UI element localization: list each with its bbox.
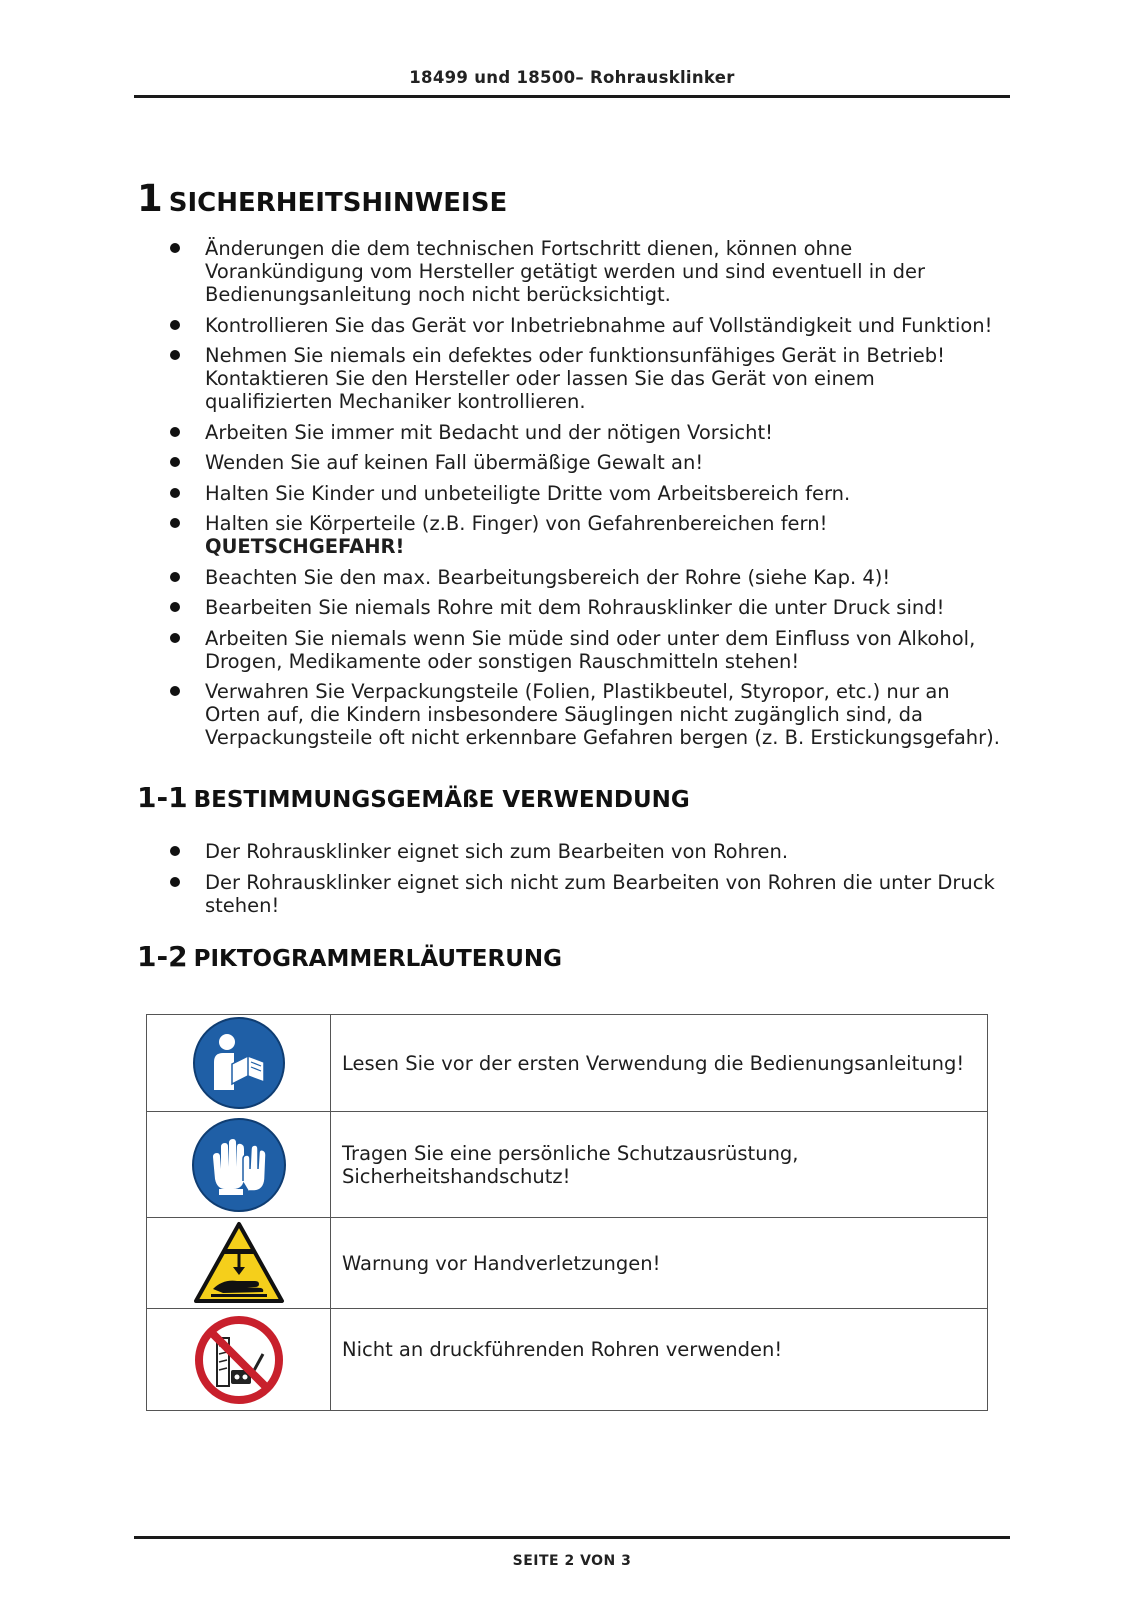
list-item: Der Rohrausklinker eignet sich nicht zum Bearbeiten von Rohren die unter Druck stehen! bbox=[0, 871, 1005, 917]
bullet-icon bbox=[170, 686, 180, 696]
list-item: Änderungen die dem technischen Fortschritt dienen, können ohne Vorankündigung vom Hersteller getätigt werden und sind eventuell in der Bedienungsanleitung noch nicht berücksichtigt. bbox=[0, 237, 1005, 306]
list-item: Wenden Sie auf keinen Fall übermäßige Gewalt an! bbox=[0, 451, 1005, 474]
bullet-icon bbox=[170, 427, 180, 437]
list-item: Bearbeiten Sie niemals Rohre mit dem Rohrausklinker die unter Druck sind! bbox=[0, 596, 1005, 619]
table-row bbox=[147, 1309, 988, 1411]
intended-use-list bbox=[0, 840, 1005, 924]
section-1-number: 1 bbox=[137, 177, 163, 220]
section-1-2-title: PIKTOGRAMMERLÄUTERUNG bbox=[193, 946, 562, 972]
bullet-icon bbox=[170, 518, 180, 528]
pictogram-cell bbox=[147, 1015, 331, 1112]
bullet-icon bbox=[170, 320, 180, 330]
table-row bbox=[147, 1015, 988, 1112]
bullet-icon bbox=[170, 877, 180, 887]
header-rule bbox=[134, 95, 1010, 98]
section-1-2-heading bbox=[137, 940, 562, 973]
document-header-title: 18499 und 18500– Rohrausklinker bbox=[409, 68, 735, 87]
read-manual-icon bbox=[192, 1016, 286, 1110]
list-item: Arbeiten Sie immer mit Bedacht und der nötigen Vorsicht! bbox=[0, 421, 1005, 444]
safety-notes-list bbox=[0, 237, 1005, 757]
pictogram-cell bbox=[147, 1309, 331, 1411]
bullet-icon bbox=[170, 602, 180, 612]
bullet-icon bbox=[170, 572, 180, 582]
bullet-icon bbox=[170, 243, 180, 253]
bullet-icon bbox=[170, 350, 180, 360]
hand-injury-warning-icon bbox=[193, 1221, 285, 1305]
table-row bbox=[147, 1112, 988, 1218]
bullet-icon bbox=[170, 457, 180, 467]
list-item: Halten Sie Kinder und unbeteiligte Dritte vom Arbeitsbereich fern. bbox=[0, 482, 1005, 505]
section-1-1-title: BESTIMMUNGSGEMÄßE VERWENDUNG bbox=[193, 787, 690, 813]
no-pressurized-pipes-icon bbox=[193, 1314, 285, 1406]
bullet-icon bbox=[170, 846, 180, 856]
crush-hazard-warning: QUETSCHGEFAHR! bbox=[205, 535, 405, 558]
section-1-1-heading bbox=[137, 781, 690, 814]
bullet-icon bbox=[170, 633, 180, 643]
pictogram-table bbox=[146, 1014, 988, 1411]
list-item: Beachten Sie den max. Bearbeitungsbereich der Rohre (siehe Kap. 4)! bbox=[0, 566, 1005, 589]
list-item: Kontrollieren Sie das Gerät vor Inbetriebnahme auf Vollständigkeit und Funktion! bbox=[0, 314, 1005, 337]
pictogram-description: Lesen Sie vor der ersten Verwendung die Bedienungsanleitung! bbox=[331, 1015, 988, 1112]
section-1-2-number: 1-2 bbox=[137, 940, 188, 973]
wear-gloves-icon bbox=[191, 1117, 287, 1213]
pictogram-description: Nicht an druckführenden Rohren verwenden! bbox=[331, 1309, 988, 1411]
bullet-icon bbox=[170, 488, 180, 498]
section-1-title: SICHERHEITSHINWEISE bbox=[168, 188, 508, 218]
pictogram-description: Warnung vor Handverletzungen! bbox=[331, 1218, 988, 1309]
page-number: SEITE 2 VON 3 bbox=[512, 1553, 632, 1569]
pictogram-cell bbox=[147, 1218, 331, 1309]
list-item: Verwahren Sie Verpackungsteile (Folien, Plastikbeutel, Styropor, etc.) nur an Orten auf, die Kindern insbesondere Säuglingen nicht zugänglich sind, da Verpackungsteile oft nicht erkennbare Gefahren bergen (z. B. Erstickungsgefahr). bbox=[0, 680, 1005, 749]
list-item: Nehmen Sie niemals ein defektes oder funktionsunfähiges Gerät in Betrieb! Kontaktieren Sie den Hersteller oder lassen Sie das Gerät von einem qualifizierten Mechaniker kontrollieren. bbox=[0, 344, 1005, 413]
list-item: Halten sie Körperteile (z.B. Finger) von Gefahrenbereichen fern! QUETSCHGEFAHR! bbox=[0, 512, 1005, 558]
section-1-heading bbox=[137, 177, 507, 220]
section-1-1-number: 1-1 bbox=[137, 781, 188, 814]
pictogram-cell bbox=[147, 1112, 331, 1218]
list-item: Arbeiten Sie niemals wenn Sie müde sind oder unter dem Einfluss von Alkohol, Drogen, Medikamente oder sonstigen Rauschmitteln stehen! bbox=[0, 627, 1005, 673]
list-item: Der Rohrausklinker eignet sich zum Bearbeiten von Rohren. bbox=[0, 840, 1005, 863]
table-row bbox=[147, 1218, 988, 1309]
pictogram-description: Tragen Sie eine persönliche Schutzausrüstung, Sicherheitshandschutz! bbox=[331, 1112, 988, 1218]
footer-rule bbox=[134, 1536, 1010, 1539]
